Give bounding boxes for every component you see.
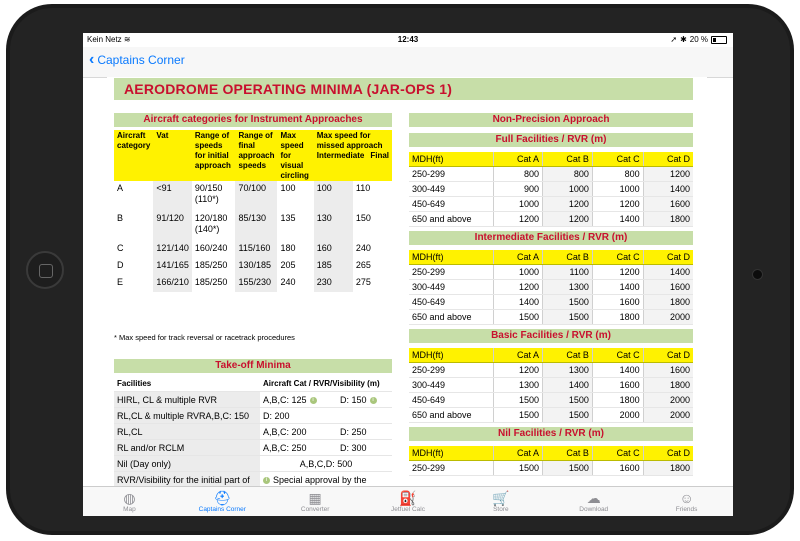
table-cell: 115/160 [235, 241, 277, 258]
table-row [409, 310, 693, 325]
cloud-download-icon: ☁ [586, 490, 601, 506]
home-button[interactable] [26, 251, 64, 289]
bluetooth-icon: ✱ [680, 35, 687, 44]
header-mdh: MDH(ft) [409, 446, 494, 461]
table-cell: 1300 [543, 363, 593, 378]
table-cell: <91 [153, 181, 192, 211]
header-mdh: MDH(ft) [409, 250, 494, 265]
table-cell: 1400 [592, 363, 643, 378]
table-cell: 100 [280, 183, 296, 193]
table-cell: 141/165 [153, 258, 192, 275]
table-cell: 1600 [592, 378, 643, 393]
table-cell: 800 [494, 167, 543, 182]
table-cell: C [117, 243, 124, 253]
basic-facilities-heading: Basic Facilities / RVR (m) [409, 329, 693, 343]
tab-bar [83, 486, 733, 516]
categories-table [114, 130, 392, 292]
header-cat-d: Cat D [643, 348, 693, 363]
table-cell: 1500 [494, 393, 543, 408]
table-cell: 1800 [643, 295, 693, 310]
header-cat-rvr: Aircraft Cat / RVR/Visibility (m) [260, 376, 392, 392]
table-cell: 300-449 [409, 280, 494, 295]
header-cat-b: Cat B [543, 250, 593, 265]
note-line: RVR/Visibility for the initial part of [117, 475, 250, 485]
table-cell: 185/250 [194, 277, 228, 287]
takeoff-note-right [260, 472, 392, 488]
table-cell: 1400 [592, 212, 643, 227]
table-cell: 1500 [494, 310, 543, 325]
table-row [409, 393, 693, 408]
header-cat-c: Cat C [592, 446, 643, 461]
table-cell: 250-299 [409, 363, 494, 378]
table-row [114, 440, 392, 456]
table-cell: 1500 [543, 310, 593, 325]
tab-label: Download [579, 506, 609, 513]
header-cat-a: Cat A [494, 152, 543, 167]
table-cell: 300-449 [409, 378, 494, 393]
table-cell: 160/240 [194, 243, 228, 253]
table-cell: 130 [314, 211, 353, 241]
table-row [409, 378, 693, 393]
tab-label: Friends [675, 506, 698, 513]
table-cell: 1400 [592, 280, 643, 295]
intermediate-facilities-heading: Intermediate Facilities / RVR (m) [409, 231, 693, 245]
table-cell: 1400 [643, 182, 693, 197]
table-cell: 650 and above [409, 310, 494, 325]
tab-download[interactable] [547, 487, 640, 516]
table-cell: 1500 [494, 408, 543, 423]
table-cell: 1600 [592, 461, 643, 476]
takeoff-table [114, 376, 392, 487]
table-cell: 300-449 [409, 182, 494, 197]
table-cell: 1200 [543, 212, 593, 227]
npa-heading: Non-Precision Approach [409, 113, 693, 127]
header-cat-b: Cat B [543, 348, 593, 363]
missed-approach-label: Max speed for missed approach [316, 131, 383, 150]
table-cell: 1600 [643, 363, 693, 378]
back-button[interactable] [89, 53, 185, 67]
table-cell: 1800 [643, 212, 693, 227]
table-cell: 1600 [643, 197, 693, 212]
header-cat-a: Cat A [494, 446, 543, 461]
header-mdh: MDH(ft) [409, 348, 494, 363]
table-header-row [409, 348, 693, 363]
status-right [670, 35, 727, 44]
tab-label: Store [493, 506, 509, 513]
page-title: AERODROME OPERATING MINIMA (JAR-OPS 1) [114, 78, 693, 100]
table-row [114, 392, 392, 408]
table-cell: D: 200 [260, 408, 337, 424]
table-row [409, 461, 693, 476]
table-cell: 180 [280, 243, 296, 253]
footnote: * Max speed for track reversal or racetrack procedures [114, 333, 295, 342]
table-cell: 900 [494, 182, 543, 197]
table-cell: 90/150 (110*) [194, 183, 223, 204]
takeoff-heading: Take-off Minima [114, 359, 392, 373]
table-cell: B [117, 213, 124, 223]
table-cell: 150 [355, 213, 371, 223]
table-cell: A,B,C: 250 [260, 440, 337, 456]
table-row [409, 280, 693, 295]
table-cell: 135 [280, 213, 296, 223]
table-row [114, 472, 392, 488]
table-header-row [114, 376, 392, 392]
table-cell [260, 392, 337, 408]
note-line: Special approval by the [273, 475, 367, 485]
tab-label: Captains Corner [198, 506, 246, 513]
table-cell: 800 [592, 167, 643, 182]
table-cell: 1800 [592, 393, 643, 408]
tab-label: Map [123, 506, 136, 513]
header-cat-d: Cat D [643, 250, 693, 265]
tab-jetfuel-calc[interactable] [362, 487, 455, 516]
header-cat-c: Cat C [592, 250, 643, 265]
clock: 12:43 [397, 35, 419, 44]
table-cell: 121/140 [153, 241, 192, 258]
table-cell: 205 [280, 260, 296, 270]
table-cell: 1000 [494, 197, 543, 212]
table-cell: 85/130 [235, 211, 277, 241]
table-cell: 1500 [543, 393, 593, 408]
table-cell: 155/230 [235, 275, 277, 292]
table-cell: 2000 [592, 408, 643, 423]
tab-captains-corner[interactable] [176, 487, 269, 516]
table-cell: 1200 [643, 167, 693, 182]
table-cell: 650 and above [409, 212, 494, 227]
table-cell: 1300 [494, 378, 543, 393]
table-row [114, 211, 392, 241]
table-row [114, 408, 392, 424]
table-header-row [409, 250, 693, 265]
screen [83, 33, 733, 516]
table-cell: 250-299 [409, 265, 494, 280]
note-line-wrap [263, 472, 389, 487]
table-cell: 1100 [543, 265, 593, 280]
table-cell: 450-649 [409, 393, 494, 408]
status-bar [83, 33, 733, 47]
table-header-row [409, 152, 693, 167]
info-icon: i [310, 397, 317, 404]
table-cell: 240 [355, 243, 371, 253]
header-cat-c: Cat C [592, 152, 643, 167]
tab-label: Converter [300, 506, 330, 513]
table-row [114, 258, 392, 275]
table-cell: RL and/or RCLM [114, 440, 260, 456]
table-cell: 1400 [543, 378, 593, 393]
table-row [409, 295, 693, 310]
table-cell: 1800 [592, 310, 643, 325]
header-circling: Max speed for visual circling [277, 130, 313, 181]
header-cat-b: Cat B [543, 446, 593, 461]
table-cell: 1200 [494, 212, 543, 227]
table-cell: RL,CL & multiple RVRA,B,C: 150 [114, 408, 260, 424]
fuel-pump-icon: ⛽ [399, 490, 417, 506]
table-cell: HIRL, CL & multiple RVR [114, 392, 260, 408]
table-cell: 1800 [643, 378, 693, 393]
header-vat: Vat [153, 130, 192, 181]
table-cell: 1400 [643, 265, 693, 280]
tab-map[interactable] [83, 487, 176, 516]
table-cell: 1600 [643, 280, 693, 295]
table-row [114, 456, 392, 472]
table-cell: 100 [314, 181, 353, 211]
table-cell: 1000 [494, 265, 543, 280]
table-cell: 185 [314, 258, 353, 275]
table-cell: 650 and above [409, 408, 494, 423]
header-cat-d: Cat D [643, 446, 693, 461]
table-cell: 70/100 [235, 181, 277, 211]
missed-approach-subheaders [314, 151, 392, 161]
table-cell: 275 [355, 277, 371, 287]
tab-label: Jetfuel Calc [391, 506, 425, 513]
header-initial: Range of speeds for initial approach [192, 130, 236, 181]
table-cell: 2000 [643, 393, 693, 408]
table-row [409, 265, 693, 280]
table-row [114, 275, 392, 292]
header-cat-d: Cat D [643, 152, 693, 167]
document-view[interactable] [107, 77, 707, 487]
info-icon: i [370, 397, 377, 404]
table-cell [337, 408, 392, 424]
table-cell: 1200 [543, 197, 593, 212]
table-cell: 1500 [543, 408, 593, 423]
home-button-icon [39, 264, 53, 278]
table-cell: 1000 [592, 182, 643, 197]
cart-icon: 🛒 [492, 490, 510, 506]
categories-heading: Aircraft categories for Instrument Approaches [114, 113, 392, 127]
table-cell: RL,CL [114, 424, 260, 440]
captain-hat-icon: ⛑ [213, 490, 232, 506]
header-intermediate: Intermediate [316, 151, 365, 160]
table-header-row [409, 446, 693, 461]
table-cell: D [117, 260, 124, 270]
info-icon: i [263, 477, 270, 484]
header-cat-b: Cat B [543, 152, 593, 167]
table-cell: 1300 [543, 280, 593, 295]
table-cell: 1400 [494, 295, 543, 310]
table-row [409, 182, 693, 197]
table-cell: 1200 [592, 197, 643, 212]
table-cell: 1200 [494, 280, 543, 295]
header-final-approach: Range of final approach speeds [235, 130, 277, 181]
table-cell: A [117, 183, 124, 193]
battery-percent: 20 % [689, 35, 708, 44]
table-row [114, 241, 392, 258]
back-label: Captains Corner [97, 53, 185, 67]
cell-text: D: 150 [339, 394, 367, 405]
table-cell: 91/120 [153, 211, 192, 241]
tab-store[interactable] [454, 487, 547, 516]
ipad-frame [6, 4, 794, 535]
table-cell: D: 300 [337, 440, 392, 456]
table-cell: 250-299 [409, 167, 494, 182]
calculator-icon: ▦ [308, 490, 322, 506]
cell-text: A,B,C: 125 [263, 394, 307, 405]
header-mdh: MDH(ft) [409, 152, 494, 167]
header-facilities: Facilities [114, 376, 260, 392]
carrier-text: Kein Netz [87, 35, 122, 44]
table-cell: E [117, 277, 124, 287]
table-cell: 1200 [494, 363, 543, 378]
table-cell: 240 [280, 277, 296, 287]
table-cell: A,B,C,D: 500 [260, 456, 392, 472]
table-cell: 120/180 (140*) [194, 213, 228, 234]
full-facilities-heading: Full Facilities / RVR (m) [409, 133, 693, 147]
table-cell: 450-649 [409, 295, 494, 310]
location-icon: ➚ [670, 35, 678, 44]
table-cell: 185/250 [194, 260, 228, 270]
takeoff-note-left [114, 472, 260, 488]
table-row [409, 363, 693, 378]
header-cat-c: Cat C [592, 348, 643, 363]
front-camera [752, 269, 763, 280]
basic-facilities-table [409, 348, 693, 423]
table-cell: 800 [543, 167, 593, 182]
chevron-left-icon: ‹ [89, 51, 95, 68]
header-cat-a: Cat A [494, 348, 543, 363]
intermediate-facilities-table [409, 250, 693, 325]
wifi-icon: ≋ [123, 35, 131, 44]
header-category: Aircraft category [114, 130, 153, 181]
table-cell: D: 250 [337, 424, 392, 440]
table-row [114, 424, 392, 440]
table-row [409, 167, 693, 182]
table-cell: 1600 [592, 295, 643, 310]
table-cell: 1800 [643, 461, 693, 476]
table-cell: A,B,C: 200 [260, 424, 337, 440]
table-cell: 230 [314, 275, 353, 292]
table-cell [337, 392, 392, 408]
table-header-row [114, 130, 392, 181]
table-cell: 265 [355, 260, 371, 270]
table-cell: 250-299 [409, 461, 494, 476]
battery-icon [711, 36, 727, 44]
table-row [114, 181, 392, 211]
table-cell: 1500 [543, 461, 593, 476]
table-cell: 130/185 [235, 258, 277, 275]
header-cat-a: Cat A [494, 250, 543, 265]
table-cell: 1500 [543, 295, 593, 310]
table-cell: 1000 [543, 182, 593, 197]
table-cell: 2000 [643, 408, 693, 423]
nil-facilities-heading: Nil Facilities / RVR (m) [409, 427, 693, 441]
header-missed-approach [314, 130, 392, 181]
table-cell: 166/210 [153, 275, 192, 292]
table-row [409, 197, 693, 212]
table-cell: 450-649 [409, 197, 494, 212]
tab-converter[interactable] [269, 487, 362, 516]
table-cell: 1200 [592, 265, 643, 280]
table-cell: 1500 [494, 461, 543, 476]
table-cell: Nil (Day only) [114, 456, 260, 472]
nil-facilities-table [409, 446, 693, 476]
table-cell: 160 [314, 241, 353, 258]
table-cell: 110 [355, 183, 371, 193]
navigation-bar [83, 47, 733, 78]
globe-icon: ◍ [123, 490, 136, 506]
friends-icon: ☺ [679, 490, 694, 506]
table-row [409, 408, 693, 423]
tab-friends[interactable] [640, 487, 733, 516]
header-final: Final [370, 151, 389, 160]
table-cell: 2000 [643, 310, 693, 325]
table-row [409, 212, 693, 227]
full-facilities-table [409, 152, 693, 227]
